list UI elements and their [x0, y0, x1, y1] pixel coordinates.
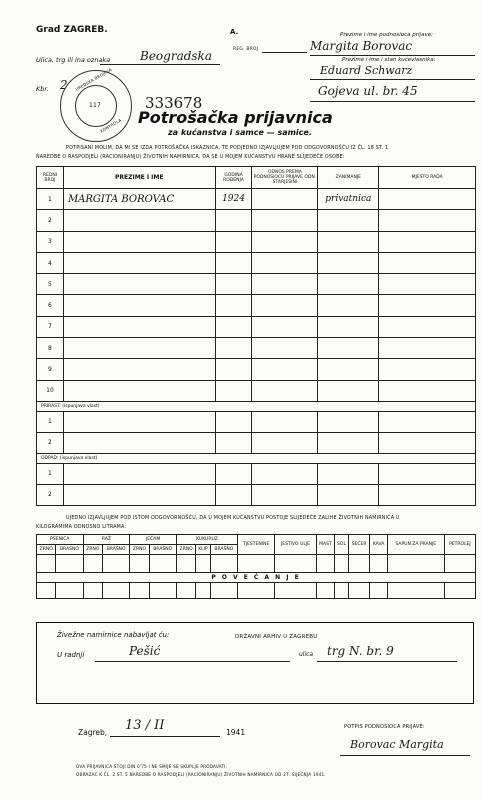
member-year — [215, 338, 252, 359]
landlord-label: Prezime i ime i stan kućevlasnika: — [342, 57, 436, 63]
col-year: GODINA ROĐENJA — [215, 167, 252, 189]
member-relation — [252, 359, 318, 380]
departure-cell — [215, 463, 252, 484]
stock-cell — [196, 583, 210, 599]
member-no: 5 — [37, 274, 64, 295]
member-workplace — [379, 316, 476, 337]
footer-note-1: OVA PRIJAVNICA STOJI DIN 0'75 I NE SMIJE SE SKUPLJE PRODAVATI. — [76, 764, 228, 769]
stock-subheader: ZRNO — [130, 545, 149, 555]
stock-cell — [275, 583, 316, 599]
stock-cell — [444, 555, 475, 573]
stock-cell — [176, 583, 195, 599]
stock-cell — [83, 555, 102, 573]
stock-cell — [196, 555, 210, 573]
stock-cell — [387, 555, 444, 573]
stock-item: ŠEĆER — [348, 535, 370, 555]
arrival-row — [37, 411, 476, 432]
member-year — [215, 316, 252, 337]
stock-item: PETROLEJ — [444, 535, 475, 555]
member-workplace — [379, 295, 476, 316]
signature-label: POTPIS PODNOSIOCA PRIJAVE: — [344, 724, 425, 730]
stock-subheader: ZRNO — [83, 545, 102, 555]
arrival-cell — [63, 411, 215, 432]
member-year: 1924 — [215, 189, 252, 210]
member-relation — [252, 380, 318, 401]
member-year — [215, 231, 252, 252]
stock-item: MAST — [316, 535, 335, 555]
departure-row-no: 1 — [37, 463, 64, 484]
stock-cell — [316, 583, 335, 599]
control-stamp — [60, 67, 132, 142]
departure-cell — [252, 463, 318, 484]
stock-cell — [130, 555, 149, 573]
col-name: PREZIME I IME — [63, 167, 215, 189]
shop-label: U radnji — [57, 651, 85, 659]
stock-cell — [348, 555, 370, 573]
arrival-cell — [252, 411, 318, 432]
member-relation — [252, 189, 318, 210]
stock-cell — [103, 583, 130, 599]
signature-value: Borovac Margita — [350, 738, 444, 751]
departure-cell — [318, 463, 379, 484]
stock-item: SOL — [335, 535, 349, 555]
stamp-text-top: UREDSKA BROJEVA — [74, 67, 113, 92]
stock-group: PŠENICA — [37, 535, 84, 545]
arrival-cell — [215, 432, 252, 453]
footer-note-2: OBRAZAC K ČL. 2 ST. 5 NAREDBE O RASPODJELI (RACIONIRANJU) ŽIVOTNIH NAMIRNICA OD 27. SIJEČNJA 1941. — [76, 772, 326, 777]
member-name — [63, 316, 215, 337]
member-occupation: privatnica — [318, 189, 379, 210]
arrival-cell — [215, 411, 252, 432]
place-label: Zagreb, — [78, 728, 108, 737]
date-value: 13 / II — [125, 718, 165, 733]
member-workplace — [379, 252, 476, 273]
member-relation — [252, 274, 318, 295]
member-occupation — [318, 316, 379, 337]
member-year — [215, 210, 252, 231]
house-value: 2 — [60, 78, 68, 92]
col-occupation: ZANIMANJE — [318, 167, 379, 189]
member-name — [63, 295, 215, 316]
form-subtitle: za kućanstva i samce — samice. — [168, 128, 312, 137]
stock-cell — [130, 583, 149, 599]
member-relation — [252, 338, 318, 359]
serial-number: 333678 — [145, 94, 203, 112]
stock-item: SAPUN ZA PRANJE — [387, 535, 444, 555]
member-no: 3 — [37, 231, 64, 252]
member-relation — [252, 252, 318, 273]
table-row — [37, 295, 476, 316]
increase-label: P O V E Ć A N J E — [37, 573, 476, 583]
member-workplace — [379, 274, 476, 295]
departure-cell — [63, 484, 215, 505]
stock-group: JEČAM — [130, 535, 177, 545]
arrival-cell — [318, 411, 379, 432]
table-row — [37, 189, 476, 210]
stamp-number: 117 — [89, 102, 102, 109]
member-occupation — [318, 274, 379, 295]
stock-subheader: BRAŠNO — [103, 545, 130, 555]
member-no: 1 — [37, 189, 64, 210]
stock-item: JESTIVO ULJE — [275, 535, 316, 555]
member-year — [215, 274, 252, 295]
member-relation — [252, 295, 318, 316]
supply-label: Živežne namirnice nabavljat ću: — [57, 631, 170, 639]
arrival-row-no: 1 — [37, 411, 64, 432]
member-workplace — [379, 380, 476, 401]
stock-cell — [444, 583, 475, 599]
departure-cell — [63, 463, 215, 484]
stock-cell — [103, 555, 130, 573]
member-name — [63, 274, 215, 295]
members-table — [36, 166, 476, 506]
reg-label: REG. BROJ — [233, 47, 259, 52]
stock-cell — [56, 583, 83, 599]
arrival-cell — [379, 432, 476, 453]
stock-cell — [210, 555, 237, 573]
member-name — [63, 359, 215, 380]
stock-subheader: BRAŠNO — [56, 545, 83, 555]
member-no: 6 — [37, 295, 64, 316]
stock-cell — [387, 583, 444, 599]
stock-item: KAVA — [370, 535, 387, 555]
table-row — [37, 380, 476, 401]
stock-cell — [348, 583, 370, 599]
archive-label: DRŽAVNI ARHIV U ZAGREBU — [235, 634, 318, 640]
member-name — [63, 380, 215, 401]
member-workplace — [379, 189, 476, 210]
member-no: 10 — [37, 380, 64, 401]
member-year — [215, 295, 252, 316]
member-name — [63, 338, 215, 359]
member-workplace — [379, 338, 476, 359]
stock-cell — [149, 583, 176, 599]
member-name: MARGITA BOROVAC — [63, 189, 215, 210]
table-row — [37, 316, 476, 337]
stock-subheader: ZRNO — [37, 545, 56, 555]
member-name — [63, 252, 215, 273]
departure-cell — [379, 484, 476, 505]
year-label: 1941 — [226, 728, 246, 737]
member-relation — [252, 231, 318, 252]
member-occupation — [318, 380, 379, 401]
stock-group: KUKURUZ — [176, 535, 237, 545]
house-label: Kbr. — [36, 85, 49, 93]
member-workplace — [379, 359, 476, 380]
member-name — [63, 210, 215, 231]
departure-cell — [215, 484, 252, 505]
member-occupation — [318, 252, 379, 273]
stock-cell — [370, 555, 387, 573]
stock-item: TJESTENINE — [237, 535, 274, 555]
stock-cell — [83, 583, 102, 599]
member-no: 8 — [37, 338, 64, 359]
arrival-label: PRIRAST: (ispunjava vlast) — [37, 401, 476, 411]
stock-text-1: UJEDNO IZJAVLJUJEM POD ISTOM ODGOVORNOŠĆU, DA U MOJEM KUĆANSTVU POSTOJE SLIJEDEĆE ZALIHE ŽIVOTNIH NAMIRNICA U — [66, 516, 400, 521]
member-workplace — [379, 231, 476, 252]
stock-cell — [37, 583, 56, 599]
member-year — [215, 380, 252, 401]
departure-label: ODPAD: (ispunjava vlast) — [37, 453, 476, 463]
table-row — [37, 231, 476, 252]
street-value-2: trg N. br. 9 — [327, 644, 394, 658]
stock-cell — [335, 555, 349, 573]
member-occupation — [318, 231, 379, 252]
stock-cell — [370, 583, 387, 599]
member-no: 4 — [37, 252, 64, 273]
departure-row-no: 2 — [37, 484, 64, 505]
member-relation — [252, 316, 318, 337]
intro-text-2: NAREDBE O RASPODJELI (RACIONIRANJU) ŽIVOTNIH NAMIRNICA, DA SE U MOJEM KUĆANSTVU HRANE SLIJEDEĆE OSOBE: — [36, 155, 345, 160]
arrival-cell — [252, 432, 318, 453]
street-value: Beogradska — [140, 49, 212, 63]
arrival-row — [37, 432, 476, 453]
supply-box — [36, 622, 474, 704]
member-year — [215, 359, 252, 380]
departure-cell — [379, 463, 476, 484]
departure-row — [37, 484, 476, 505]
stock-cell — [56, 555, 83, 573]
table-row — [37, 252, 476, 273]
member-occupation — [318, 295, 379, 316]
stock-cell — [149, 555, 176, 573]
arrival-row-no: 2 — [37, 432, 64, 453]
stock-subheader: BRAŠNO — [149, 545, 176, 555]
departure-cell — [252, 484, 318, 505]
arrival-cell — [318, 432, 379, 453]
member-no: 7 — [37, 316, 64, 337]
departure-row — [37, 463, 476, 484]
stock-table — [36, 534, 476, 599]
member-relation — [252, 210, 318, 231]
landlord-value-2: Gojeva ul. br. 45 — [318, 84, 418, 98]
table-row — [37, 338, 476, 359]
submitter-value: Margita Borovac — [310, 39, 413, 53]
member-year — [215, 252, 252, 273]
intro-text-1: POTPISANI MOLIM, DA MI SE IZDA POTROŠAČKA ISKAZNICA, TE PODJEDNO IZJAVLJUJEM POD ODGOVORNOŠĆU IZ ČL. 18 ST. 1 — [66, 146, 389, 151]
stock-cell — [237, 583, 274, 599]
street-label-2: ulica — [299, 651, 314, 658]
member-occupation — [318, 338, 379, 359]
stock-text-2: KILOGRAMIMA ODNOSNO LITRAMA: — [36, 525, 127, 530]
stock-subheader: BRAŠNO — [210, 545, 237, 555]
submitter-label: Prezime i ime podnosioca prijave: — [340, 32, 433, 38]
member-occupation — [318, 359, 379, 380]
stock-subheader: ZRNO — [176, 545, 195, 555]
member-no: 2 — [37, 210, 64, 231]
departure-cell — [318, 484, 379, 505]
member-occupation — [318, 210, 379, 231]
stock-cell — [210, 583, 237, 599]
stock-cell — [176, 555, 195, 573]
stock-group: RAŽ — [83, 535, 130, 545]
col-relation: ODNOS PREMA PODNOSIOCU PRIJAVE ODN. STARJEŠINI — [252, 167, 318, 189]
table-row — [37, 359, 476, 380]
stock-cell — [316, 555, 335, 573]
stamp-text-bottom: KONTROLA — [99, 117, 123, 134]
stock-cell — [237, 555, 274, 573]
shop-value: Pešić — [129, 644, 161, 658]
table-row — [37, 210, 476, 231]
stock-cell — [37, 555, 56, 573]
member-no: 9 — [37, 359, 64, 380]
member-workplace — [379, 210, 476, 231]
member-name — [63, 231, 215, 252]
arrival-cell — [379, 411, 476, 432]
form-title: Potrošačka prijavnica — [138, 108, 333, 127]
stock-cell — [335, 583, 349, 599]
stock-cell — [275, 555, 316, 573]
section-letter: A. — [230, 28, 239, 36]
arrival-cell — [63, 432, 215, 453]
col-workplace: MJESTO RADA — [379, 167, 476, 189]
col-no: REDNI BROJ — [37, 167, 64, 189]
city-label: Grad ZAGREB. — [36, 25, 108, 35]
table-row — [37, 274, 476, 295]
landlord-value-1: Eduard Schwarz — [320, 64, 413, 77]
street-label: Ulica, trg ili ina oznaka — [36, 56, 111, 64]
stock-subheader: KLIP — [196, 545, 210, 555]
